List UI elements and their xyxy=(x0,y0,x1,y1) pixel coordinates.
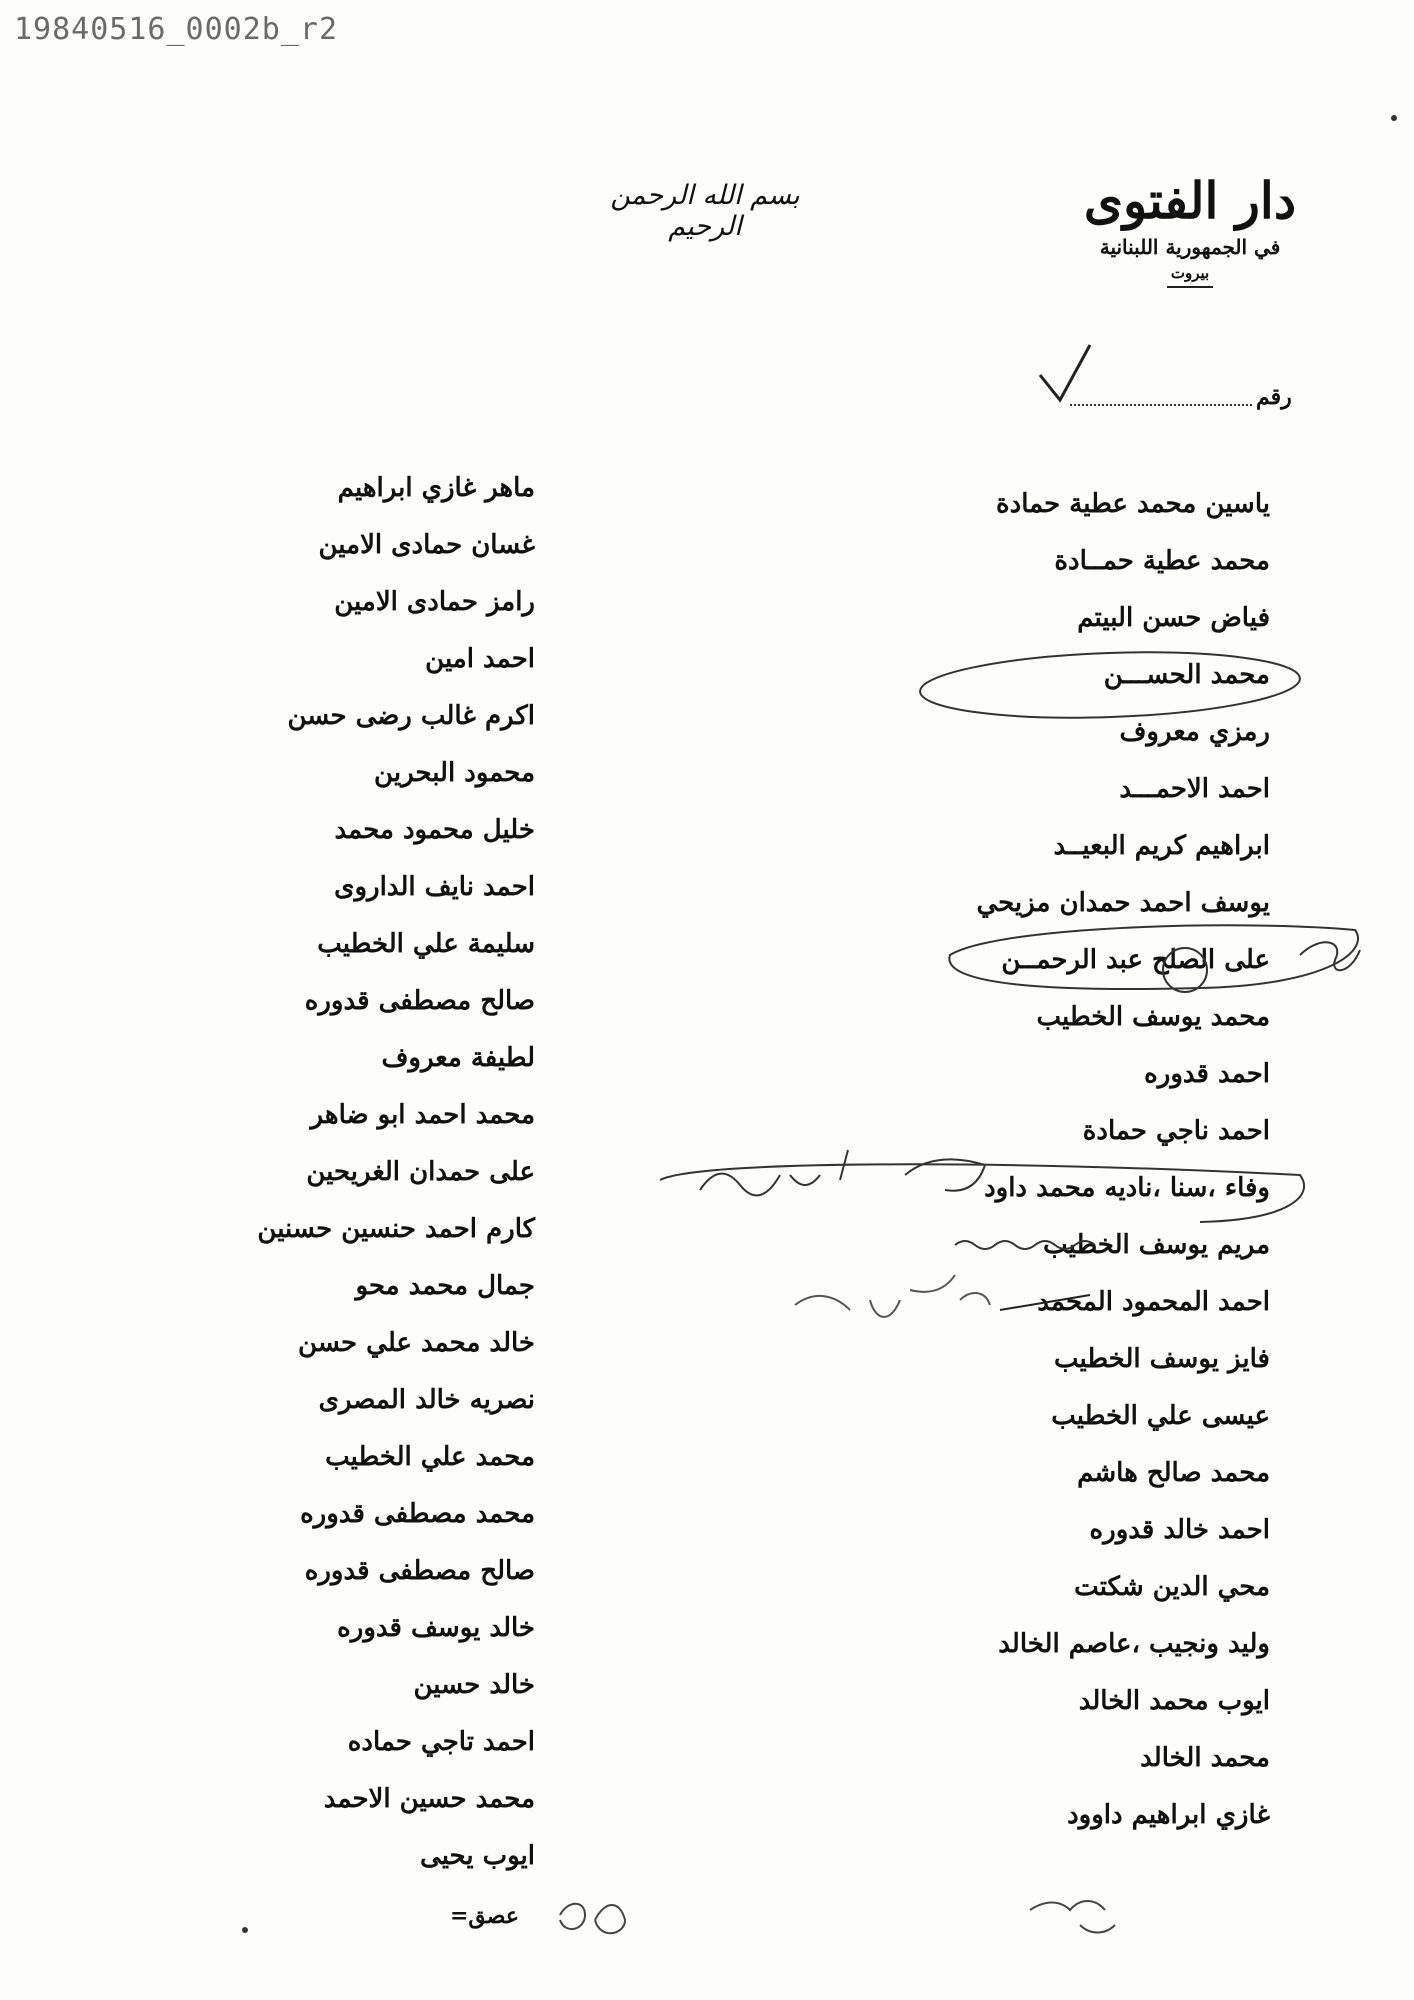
basmala: بسم الله الرحمن الرحيم xyxy=(610,180,800,242)
list-item: سليمة علي الخطيب xyxy=(317,929,535,959)
list-item: لطيفة معروف xyxy=(381,1043,535,1073)
circled-name-mark xyxy=(919,646,1301,723)
list-item: محمد حسين الاحمد xyxy=(323,1784,535,1814)
list-item: محي الدين شكتت xyxy=(1074,1572,1270,1602)
list-item: محمد مصطفى قدوره xyxy=(300,1499,535,1529)
list-item: عيسى علي الخطيب xyxy=(1051,1401,1270,1431)
list-item: ايوب محمد الخالد xyxy=(1078,1686,1270,1716)
circled-name-mark xyxy=(949,925,1358,989)
list-item: محمد عطية حمــادة xyxy=(1054,546,1270,576)
list-item: احمد تاجي حماده xyxy=(347,1727,535,1757)
list-item: كارم احمد حنسين حسنين xyxy=(257,1214,535,1244)
letterhead-title: دار الفتوى xyxy=(1083,171,1297,230)
circled-word-mark xyxy=(1163,948,1207,992)
list-item: احمد المحمود المحمد xyxy=(1037,1287,1270,1317)
footer-code: عصق= xyxy=(450,1903,519,1929)
list-item: ابراهيم كريم البعيــد xyxy=(1053,831,1270,861)
handwritten-number-mark xyxy=(1030,1901,1115,1933)
letterhead-subtitle: في الجمهورية اللبنانية xyxy=(1099,235,1281,259)
list-item: اكرم غالب رضى حسن xyxy=(287,701,535,731)
strike-through-mark xyxy=(1000,1295,1090,1310)
list-item: رمزي معروف xyxy=(1119,717,1270,747)
list-item: احمد ناجي حمادة xyxy=(1082,1116,1270,1146)
list-item: وليد ونجيب ،عاصم الخالد xyxy=(998,1629,1270,1659)
list-item: خالد حسين xyxy=(413,1670,535,1700)
list-item: خالد محمد علي حسن xyxy=(298,1328,535,1358)
list-item: احمد امين xyxy=(425,644,535,674)
list-item: على الصلح عبد الرحمــن xyxy=(1001,945,1270,975)
list-item: محمد علي الخطيب xyxy=(325,1442,535,1472)
list-item: محمد صالح هاشم xyxy=(1077,1458,1270,1488)
list-item: محمد يوسف الخطيب xyxy=(1036,1002,1270,1032)
scan-dot xyxy=(1391,115,1397,121)
list-item: احمد الاحمـــد xyxy=(1119,774,1270,804)
list-item: صالح مصطفى قدوره xyxy=(304,986,535,1016)
list-item: غازي ابراهيم داوود xyxy=(1067,1800,1270,1830)
list-item: ياسين محمد عطية حمادة xyxy=(996,489,1270,519)
scan-dot xyxy=(242,1927,248,1933)
letterhead-city: بيروت xyxy=(1170,264,1210,282)
list-item: محمد احمد ابو ضاهر xyxy=(310,1100,535,1130)
list-item: ماهر غازي ابراهيم xyxy=(337,473,535,503)
checkmark-icon xyxy=(1040,345,1090,400)
list-item: احمد خالد قدوره xyxy=(1089,1515,1270,1545)
list-item: نصريه خالد المصرى xyxy=(318,1385,535,1415)
handwritten-note-mark xyxy=(700,1150,848,1195)
list-item: يوسف احمد حمدان مزيحي xyxy=(976,888,1270,918)
list-item: مريم يوسف الخطيب xyxy=(1043,1230,1270,1260)
list-item: محمد الحســـن xyxy=(1103,660,1270,690)
handwritten-number-mark xyxy=(560,1904,625,1933)
list-item: على حمدان الغريحين xyxy=(306,1157,535,1187)
list-item: صالح مصطفى قدوره xyxy=(304,1556,535,1586)
handwritten-note-mark xyxy=(795,1275,990,1317)
underline-scribble xyxy=(955,1241,1095,1249)
list-item: فياض حسن البيتم xyxy=(1077,603,1270,633)
list-item: جمال محمد محو xyxy=(355,1271,535,1301)
list-item: فايز يوسف الخطيب xyxy=(1053,1344,1270,1374)
list-item: احمد قدوره xyxy=(1144,1059,1270,1089)
list-item: رامز حمادى الامين xyxy=(334,587,535,617)
list-item: وفاء ،سنا ،ناديه محمد داود xyxy=(984,1173,1270,1203)
archive-stamp: 19840516_0002b_r2 xyxy=(14,12,339,47)
list-item: غسان حمادى الامين xyxy=(318,530,535,560)
list-item: خالد يوسف قدوره xyxy=(337,1613,535,1643)
list-item: احمد نايف الداروى xyxy=(334,872,535,902)
list-item: محمد الخالد xyxy=(1140,1743,1270,1773)
list-item: ايوب يحيى xyxy=(420,1841,535,1871)
list-item: محمود البحرين xyxy=(374,758,535,788)
list-item: خليل محمود محمد xyxy=(334,815,535,845)
reference-label: رقم xyxy=(1256,384,1292,410)
